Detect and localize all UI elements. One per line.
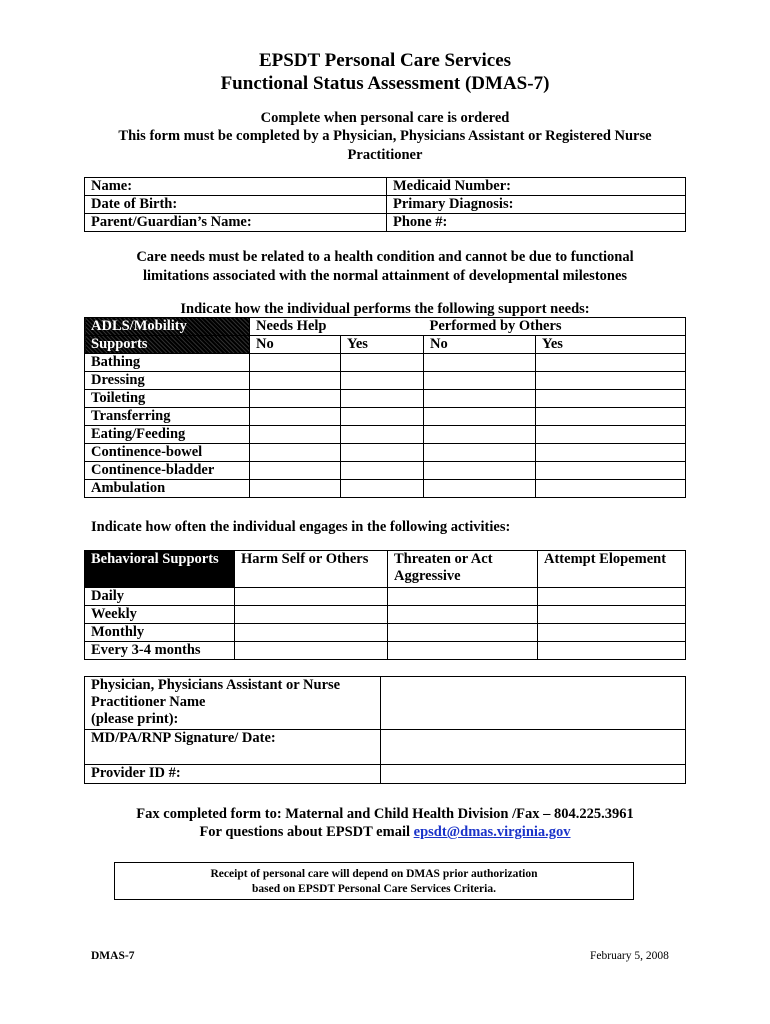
- adl-label: Eating/Feeding: [85, 426, 250, 444]
- instruction-line-3: Practitioner: [347, 147, 423, 163]
- provider-name-line-1: Physician, Physicians Assistant or Nurse: [91, 677, 341, 693]
- checkbox-cell[interactable]: [536, 354, 686, 372]
- checkbox-cell[interactable]: [250, 462, 341, 480]
- needs-help-yes-header: Yes: [341, 336, 424, 354]
- checkbox-cell[interactable]: [341, 390, 424, 408]
- guardian-name-field[interactable]: Parent/Guardian’s Name:: [85, 214, 387, 232]
- notice-line-2: based on EPSDT Personal Care Services Criteria.: [252, 883, 496, 895]
- questions-prefix: For questions about EPSDT email: [199, 824, 414, 840]
- checkbox-cell[interactable]: [424, 408, 536, 426]
- checkbox-cell[interactable]: [341, 480, 424, 498]
- adls-intro: Indicate how the individual performs the following support needs:: [180, 301, 590, 317]
- frequency-label: Weekly: [85, 606, 235, 624]
- answer-cell[interactable]: [388, 606, 538, 624]
- checkbox-cell[interactable]: [536, 426, 686, 444]
- table-row: [85, 480, 686, 498]
- checkbox-cell[interactable]: [341, 426, 424, 444]
- answer-cell[interactable]: [538, 606, 686, 624]
- threaten-header: [388, 551, 538, 588]
- adls-table: [84, 317, 686, 498]
- needs-help-no-header: No: [250, 336, 341, 354]
- fax-line: Fax completed form to: Maternal and Child Health Division /Fax – 804.225.3961: [136, 806, 634, 822]
- adl-label: Continence-bladder: [85, 462, 250, 480]
- frequency-label: Every 3-4 months: [85, 642, 235, 660]
- checkbox-cell[interactable]: [424, 480, 536, 498]
- answer-cell[interactable]: [235, 588, 388, 606]
- checkbox-cell[interactable]: [536, 444, 686, 462]
- adl-label: Dressing: [85, 372, 250, 390]
- name-field[interactable]: Name:: [85, 178, 387, 196]
- checkbox-cell[interactable]: [250, 354, 341, 372]
- checkbox-cell[interactable]: [424, 426, 536, 444]
- adl-label: Bathing: [85, 354, 250, 372]
- behavior-intro: Indicate how often the individual engages in the following activities:: [91, 519, 511, 535]
- behavior-header: Behavioral Supports: [85, 551, 235, 588]
- answer-cell[interactable]: [388, 642, 538, 660]
- threaten-header-line-1: Threaten or Act: [394, 551, 493, 567]
- provider-table: [84, 676, 686, 784]
- frequency-label: Daily: [85, 588, 235, 606]
- checkbox-cell[interactable]: [536, 390, 686, 408]
- performed-by-others-header: Performed by Others: [424, 318, 686, 336]
- checkbox-cell[interactable]: [424, 372, 536, 390]
- email-link[interactable]: epsdt@dmas.virginia.gov: [413, 824, 571, 840]
- checkbox-cell[interactable]: [250, 408, 341, 426]
- table-row: [85, 372, 686, 390]
- form-date: February 5, 2008: [590, 950, 669, 962]
- adls-header-line-2: Supports: [85, 336, 250, 354]
- adl-label: Transferring: [85, 408, 250, 426]
- adl-label: Toileting: [85, 390, 250, 408]
- table-row: [85, 606, 686, 624]
- harm-self-header: Harm Self or Others: [235, 551, 388, 588]
- performed-yes-header: Yes: [536, 336, 686, 354]
- table-row: [85, 408, 686, 426]
- answer-cell[interactable]: [235, 606, 388, 624]
- table-row: [85, 462, 686, 480]
- primary-diagnosis-field[interactable]: Primary Diagnosis:: [387, 196, 686, 214]
- checkbox-cell[interactable]: [250, 480, 341, 498]
- provider-name-label: [85, 677, 381, 730]
- table-row: [85, 390, 686, 408]
- checkbox-cell[interactable]: [536, 462, 686, 480]
- checkbox-cell[interactable]: [424, 444, 536, 462]
- checkbox-cell[interactable]: [250, 444, 341, 462]
- answer-cell[interactable]: [235, 624, 388, 642]
- provider-name-input[interactable]: [381, 677, 686, 730]
- form-id: DMAS-7: [91, 950, 135, 962]
- adl-label: Continence-bowel: [85, 444, 250, 462]
- elopement-header: Attempt Elopement: [538, 551, 686, 588]
- phone-field[interactable]: Phone #:: [387, 214, 686, 232]
- provider-name-line-2: Practitioner Name: [91, 694, 206, 710]
- needs-help-header: Needs Help: [250, 318, 424, 336]
- answer-cell[interactable]: [538, 624, 686, 642]
- performed-no-header: No: [424, 336, 536, 354]
- signature-input[interactable]: [381, 730, 686, 765]
- care-note-line-1: Care needs must be related to a health condition and cannot be due to functional: [136, 249, 634, 265]
- table-row: [85, 426, 686, 444]
- checkbox-cell[interactable]: [250, 426, 341, 444]
- checkbox-cell[interactable]: [341, 354, 424, 372]
- notice-line-1: Receipt of personal care will depend on DMAS prior authorization: [210, 868, 538, 880]
- checkbox-cell[interactable]: [341, 372, 424, 390]
- provider-name-line-3: (please print):: [91, 711, 179, 727]
- form-title: EPSDT Personal Care Services: [258, 50, 512, 71]
- table-row: [85, 588, 686, 606]
- answer-cell[interactable]: [388, 588, 538, 606]
- instruction-line-1: Complete when personal care is ordered: [260, 110, 510, 126]
- checkbox-cell[interactable]: [250, 390, 341, 408]
- instruction-line-2: This form must be completed by a Physician, Physicians Assistant or Registered Nurse: [118, 128, 652, 144]
- answer-cell[interactable]: [538, 588, 686, 606]
- questions-line: [0, 823, 770, 842]
- checkbox-cell[interactable]: [424, 390, 536, 408]
- form-subtitle: Functional Status Assessment (DMAS-7): [220, 73, 550, 94]
- threaten-header-line-2: Aggressive: [394, 568, 461, 584]
- answer-cell[interactable]: [538, 642, 686, 660]
- checkbox-cell[interactable]: [250, 372, 341, 390]
- checkbox-cell[interactable]: [341, 408, 424, 426]
- checkbox-cell[interactable]: [341, 462, 424, 480]
- authorization-notice: [114, 862, 634, 900]
- provider-id-label: Provider ID #:: [85, 765, 381, 784]
- checkbox-cell[interactable]: [341, 444, 424, 462]
- checkbox-cell[interactable]: [424, 354, 536, 372]
- frequency-label: Monthly: [85, 624, 235, 642]
- care-note-line-2: limitations associated with the normal attainment of developmental milestones: [142, 268, 628, 284]
- medicaid-number-field[interactable]: Medicaid Number:: [387, 178, 686, 196]
- provider-id-input[interactable]: [381, 765, 686, 784]
- checkbox-cell[interactable]: [536, 372, 686, 390]
- table-row: [85, 444, 686, 462]
- date-of-birth-field[interactable]: Date of Birth:: [85, 196, 387, 214]
- answer-cell[interactable]: [388, 624, 538, 642]
- table-row: [85, 354, 686, 372]
- checkbox-cell[interactable]: [536, 408, 686, 426]
- table-row: [85, 624, 686, 642]
- answer-cell[interactable]: [235, 642, 388, 660]
- checkbox-cell[interactable]: [536, 480, 686, 498]
- table-row: [85, 642, 686, 660]
- behavior-table: [84, 550, 686, 660]
- checkbox-cell[interactable]: [424, 462, 536, 480]
- adls-header-line-1: ADLS/Mobility: [85, 318, 250, 336]
- signature-label: MD/PA/RNP Signature/ Date:: [85, 730, 381, 765]
- adl-label: Ambulation: [85, 480, 250, 498]
- patient-info-table: [84, 177, 686, 232]
